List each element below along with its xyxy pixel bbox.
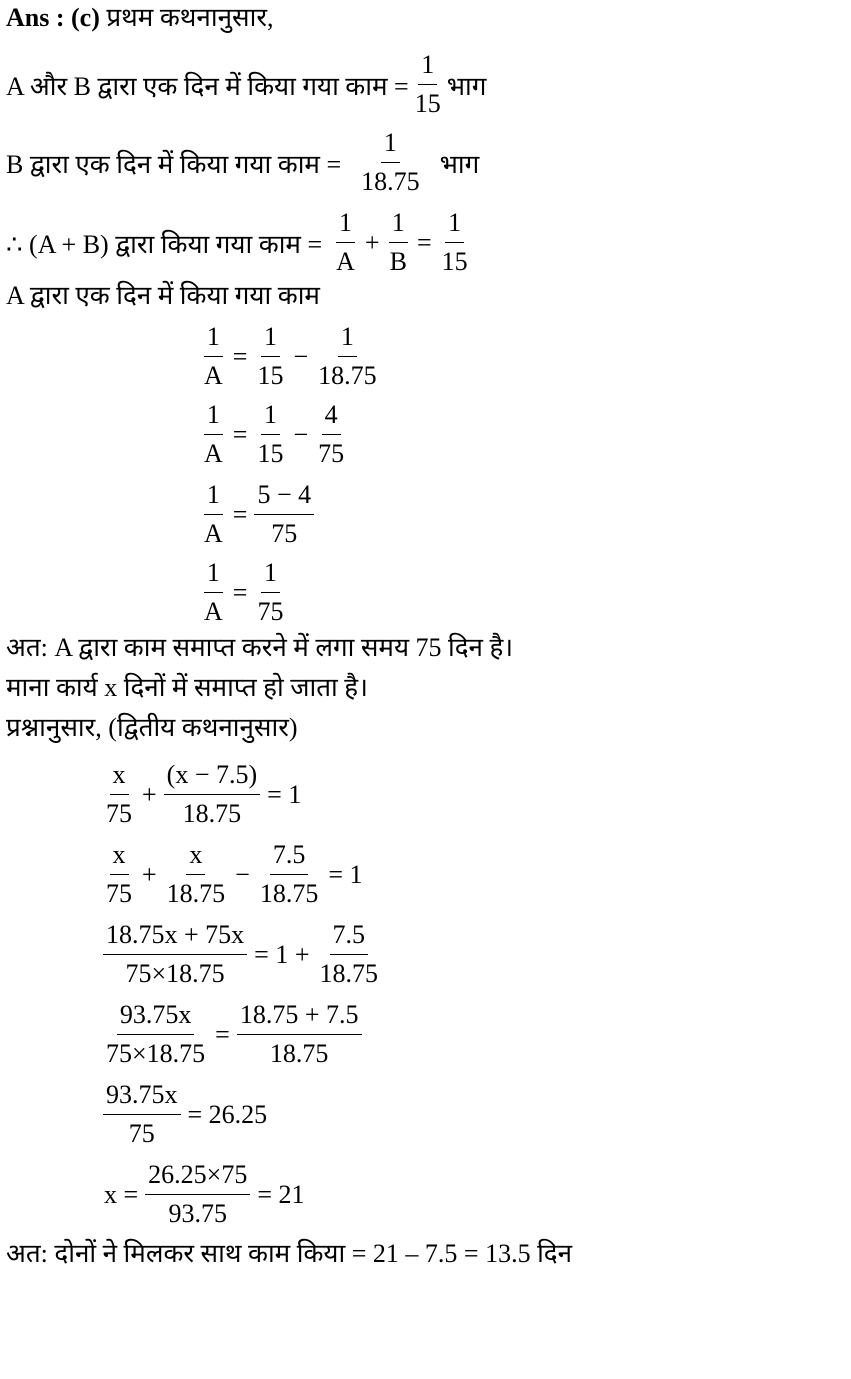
fraction-1-a xyxy=(333,206,358,279)
answer-label: Ans : (c) xyxy=(6,3,100,32)
denominator: 15 xyxy=(257,361,284,390)
lhs-fraction xyxy=(201,478,226,551)
fraction xyxy=(145,1158,250,1231)
statement-text: माना कार्य x दिनों में समाप्त हो जाता है। xyxy=(6,673,368,702)
denominator: 15 xyxy=(441,247,468,276)
minus-sign: − xyxy=(293,341,309,371)
numerator: x xyxy=(110,758,129,795)
denominator: 15 xyxy=(414,89,441,118)
numerator: 4 xyxy=(322,398,341,435)
fraction xyxy=(254,478,314,551)
numerator: 1 xyxy=(389,206,408,243)
equation-b-step-4 xyxy=(100,998,365,1071)
fraction xyxy=(254,398,286,471)
equation-b-step-2 xyxy=(100,838,367,911)
fraction xyxy=(103,758,135,831)
fraction xyxy=(164,838,229,911)
denominator: 18.75 xyxy=(269,1039,329,1068)
answer-header xyxy=(6,2,273,34)
denominator: B xyxy=(389,247,407,276)
numerator: 1 xyxy=(338,320,357,357)
statement-text: प्रश्नानुसार, (द्वितीय कथनानुसार) xyxy=(6,713,298,742)
fraction xyxy=(315,320,380,393)
fraction xyxy=(103,918,247,991)
denominator: A xyxy=(204,361,223,390)
minus-sign: − xyxy=(293,419,309,449)
statement-text: अत: दोनों ने मिलकर साथ काम किया = 21 – 7.5 = 13.5 दिन xyxy=(6,1239,573,1268)
numerator: 1 xyxy=(204,398,223,435)
fraction xyxy=(237,998,362,1071)
assumption-x-days xyxy=(6,672,368,704)
numerator: x xyxy=(186,838,205,875)
numerator: 1 xyxy=(381,126,400,163)
statement-text: ∴ (A + B) द्वारा किया गया काम = xyxy=(6,229,323,259)
equals-sign: = xyxy=(232,341,248,371)
denominator: 15 xyxy=(257,439,284,468)
statement-ab-work xyxy=(6,48,486,121)
fraction xyxy=(315,398,347,471)
fraction xyxy=(103,998,208,1071)
equation-b-step-5 xyxy=(100,1078,271,1151)
fraction xyxy=(317,918,382,991)
denominator: 18.75 xyxy=(166,879,226,908)
statement-a-work xyxy=(6,280,320,312)
lhs-fraction xyxy=(201,398,226,471)
lhs-fraction xyxy=(201,320,226,393)
equation-a-step-3 xyxy=(198,478,317,551)
denominator: 75 xyxy=(271,519,298,548)
numerator: 18.75 + 7.5 xyxy=(237,998,362,1035)
fraction xyxy=(257,838,322,911)
numerator: 7.5 xyxy=(330,918,369,955)
numerator: 1 xyxy=(204,320,223,357)
numerator: x xyxy=(110,838,129,875)
denominator: 75 xyxy=(106,879,132,908)
numerator: (x − 7.5) xyxy=(164,758,260,795)
plus-sign: + xyxy=(142,779,157,809)
statement-text: अत: A द्वारा काम समाप्त करने में लगा समय 75 दिन है। xyxy=(6,633,514,662)
denominator: 18.75 xyxy=(182,799,242,828)
numerator: 18.75x + 75x xyxy=(103,918,247,955)
rhs-value: = 26.25 xyxy=(187,1099,268,1129)
fraction xyxy=(103,838,135,911)
rhs-value: = 21 xyxy=(257,1179,305,1209)
denominator: 75 xyxy=(257,597,284,626)
denominator: 75×18.75 xyxy=(125,959,225,988)
equals-sign: = xyxy=(232,577,248,607)
denominator: A xyxy=(336,247,355,276)
equation-b-step-3 xyxy=(100,918,384,991)
equation-a-step-4 xyxy=(198,556,289,629)
plus-sign: + xyxy=(364,227,380,257)
denominator: 18.75 xyxy=(318,361,377,390)
conclusion-a-days xyxy=(6,632,513,664)
equation-b-step-1 xyxy=(100,758,305,831)
denominator: A xyxy=(204,597,223,626)
equation-a-step-1 xyxy=(198,320,383,393)
equals-sign: = xyxy=(215,1019,230,1049)
answer-intro: प्रथम कथनानुसार, xyxy=(106,3,274,32)
fraction xyxy=(103,1078,181,1151)
lhs-fraction xyxy=(201,556,226,629)
denominator: 18.75 xyxy=(259,879,319,908)
denominator: 93.75 xyxy=(168,1199,227,1228)
lhs-variable: x = xyxy=(104,1179,139,1209)
fraction-1-b xyxy=(387,206,410,279)
denominator: 75 xyxy=(318,439,345,468)
unit-label: भाग xyxy=(439,149,480,179)
equals-sign: = xyxy=(416,227,432,257)
final-conclusion xyxy=(6,1238,572,1270)
denominator: 75 xyxy=(106,799,132,828)
statement-text: B द्वारा एक दिन में किया गया काम = xyxy=(6,149,342,179)
numerator: 1 xyxy=(204,556,223,593)
second-statement-heading xyxy=(6,712,298,744)
statement-b-work xyxy=(6,126,479,199)
statement-text: A और B द्वारा एक दिन में किया गया काम = xyxy=(6,71,409,101)
fraction-1-15 xyxy=(439,206,471,279)
numerator: 1 xyxy=(336,206,355,243)
rhs-value: = 1 xyxy=(267,779,302,809)
denominator: A xyxy=(204,439,223,468)
numerator: 1 xyxy=(204,478,223,515)
unit-label: भाग xyxy=(446,71,487,101)
denominator: 75 xyxy=(128,1119,155,1148)
fraction xyxy=(412,48,444,121)
denominator: 75×18.75 xyxy=(106,1039,206,1068)
denominator: A xyxy=(204,519,223,548)
equals-sign: = 1 + xyxy=(254,939,310,969)
numerator: 1 xyxy=(261,320,280,357)
equation-b-step-6 xyxy=(100,1158,309,1231)
fraction xyxy=(164,758,260,831)
fraction xyxy=(254,556,286,629)
equation-a-step-2 xyxy=(198,398,350,471)
numerator: 1 xyxy=(418,48,437,85)
numerator: 26.25×75 xyxy=(145,1158,250,1195)
numerator: 1 xyxy=(445,206,464,243)
numerator: 7.5 xyxy=(270,838,309,875)
numerator: 93.75x xyxy=(103,1078,181,1115)
numerator: 93.75x xyxy=(117,998,195,1035)
statement-a-plus-b xyxy=(6,206,474,279)
numerator: 1 xyxy=(261,398,280,435)
equals-sign: = xyxy=(232,499,248,529)
fraction xyxy=(254,320,286,393)
rhs-value: = 1 xyxy=(328,859,363,889)
equals-sign: = xyxy=(232,419,248,449)
denominator: 18.75 xyxy=(319,959,378,988)
plus-sign: + xyxy=(142,859,157,889)
minus-sign: − xyxy=(235,859,250,889)
statement-text: A द्वारा एक दिन में किया गया काम xyxy=(6,281,320,310)
numerator: 1 xyxy=(261,556,280,593)
fraction xyxy=(358,126,423,199)
denominator: 18.75 xyxy=(361,167,420,196)
numerator: 5 − 4 xyxy=(254,478,314,515)
